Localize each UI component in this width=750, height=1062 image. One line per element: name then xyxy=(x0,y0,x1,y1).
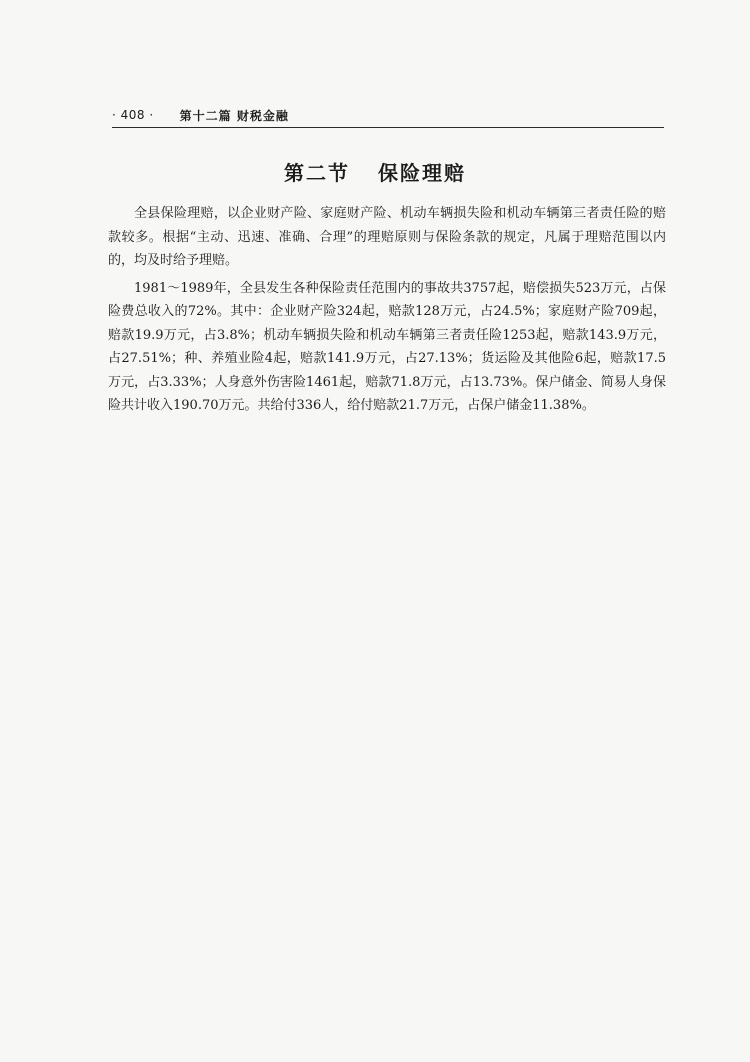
header-rule xyxy=(112,127,664,128)
running-header xyxy=(112,106,289,124)
section-number: 第二节 xyxy=(284,161,350,185)
part-title: 第十二篇 财税金融 xyxy=(179,108,289,123)
body-text xyxy=(108,202,666,422)
section-title: 保险理赔 xyxy=(378,161,466,185)
section-heading xyxy=(0,157,750,186)
paragraph-statistics: 1981～1989年，全县发生各种保险责任范围内的事故共3757起，赔偿损失523万元，占保险费总收入的72%。其中：企业财产险324起，赔款128万元，占24.5%；家庭财产险709起，赔款19.9万元，占3.8%；机动车辆损失险和机动车辆第三者责任险1253起，赔款143.9万元，占27.51%；种、养殖业险4起，赔款141.9万元，占27.13%；货运险及其他险6起，赔款17.5万元，占3.33%；人身意外伤害险1461起，赔款71.8万元，占13.73%。保户储金、简易人身保险共计收入190.70万元。共给付336人，给付赔款21.7万元，占保户储金11.38%。 xyxy=(108,280,666,413)
paragraph-intro: 全县保险理赔，以企业财产险、家庭财产险、机动车辆损失险和机动车辆第三者责任险的赔款较多。根据“主动、迅速、准确、合理”的理赔原则与保险条款的规定，凡属于理赔范围以内的，均及时给予理赔。 xyxy=(108,206,666,268)
page-number: · 408 · xyxy=(112,108,154,122)
